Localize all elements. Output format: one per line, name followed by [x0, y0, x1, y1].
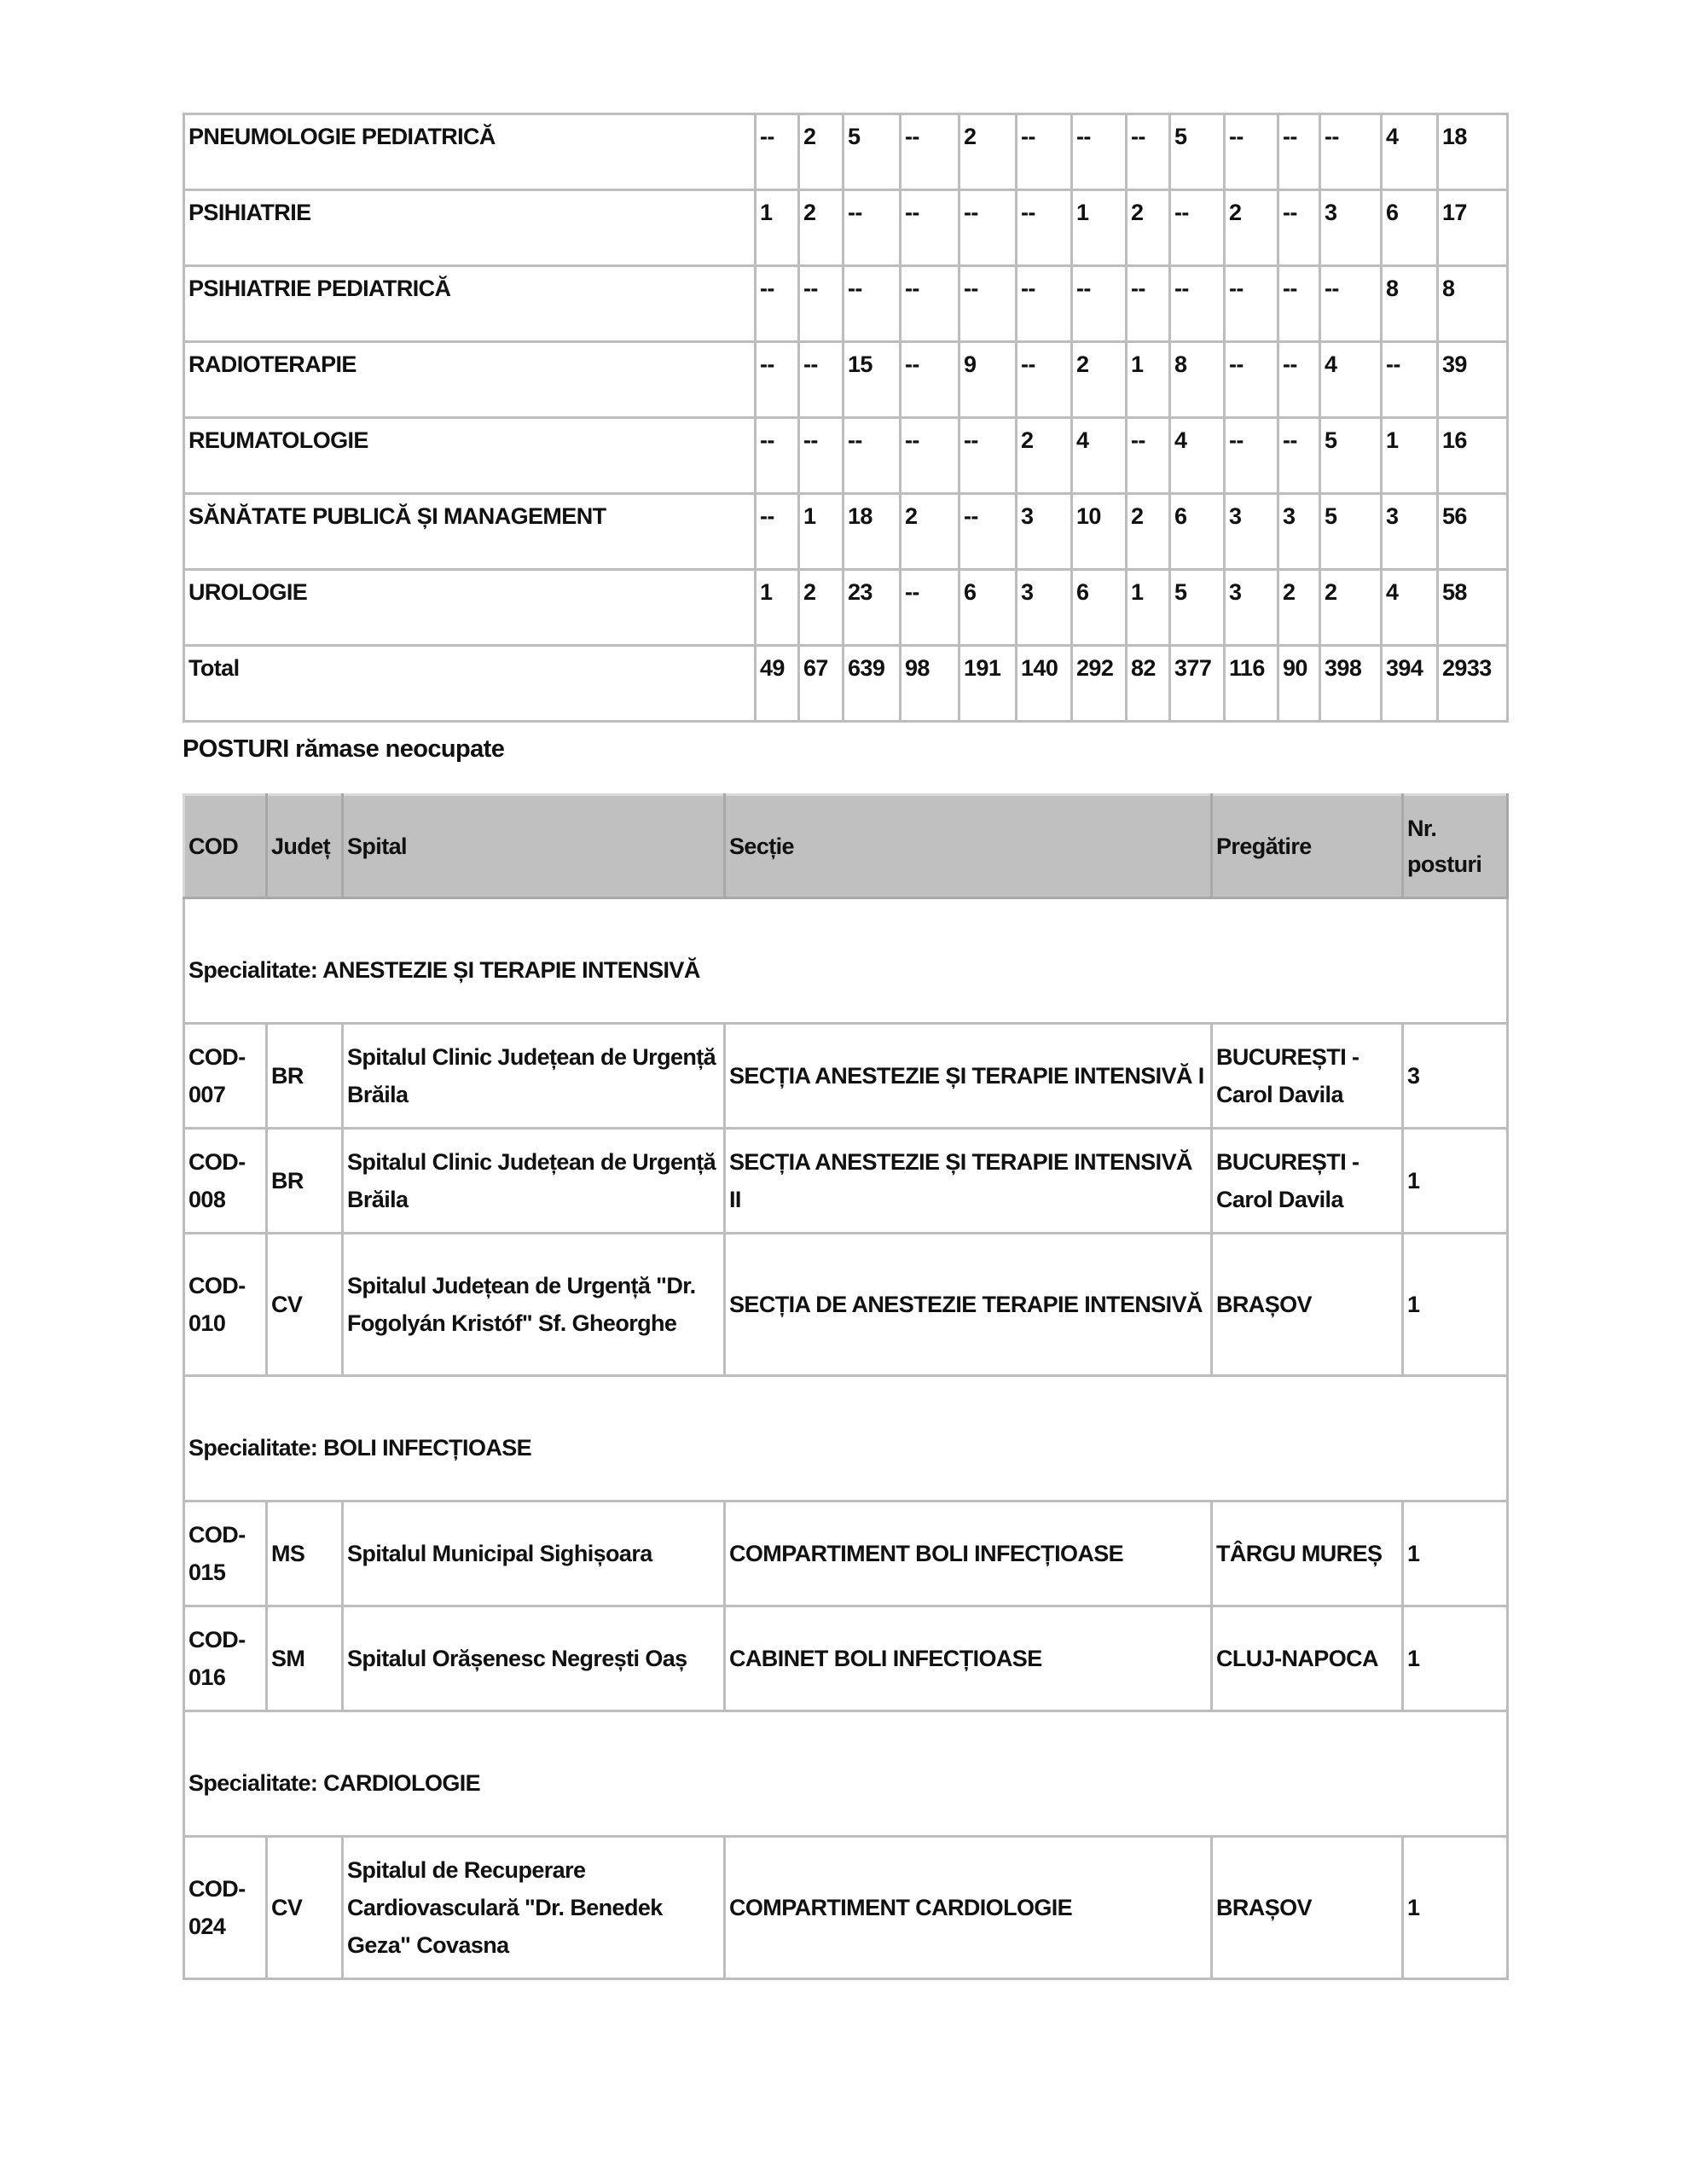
row-label: RADIOTERAPIE [184, 342, 756, 418]
code-cell: COD-007 [184, 1024, 267, 1129]
table-row [184, 1606, 1508, 1711]
value-cell: -- [901, 266, 959, 342]
code-cell: COD-010 [184, 1234, 267, 1376]
value-cell: 2 [1072, 342, 1127, 418]
value-cell: -- [756, 418, 799, 494]
table-row [184, 266, 1508, 342]
value-cell: -- [1127, 266, 1170, 342]
value-cell: -- [959, 494, 1017, 570]
specialty-label: Specialitate: CARDIOLOGIE [184, 1711, 1508, 1837]
value-cell: 2 [901, 494, 959, 570]
value-cell: -- [959, 418, 1017, 494]
posts-cell: 1 [1403, 1606, 1508, 1711]
value-cell: -- [1278, 342, 1320, 418]
posts-cell: 1 [1403, 1234, 1508, 1376]
hospital-cell: Spitalul Județean de Urgență "Dr. Fogolyán Kristóf" Sf. Gheorghe [343, 1234, 725, 1376]
value-cell: -- [901, 418, 959, 494]
vacant-posts-table [183, 793, 1509, 1980]
value-cell: -- [756, 494, 799, 570]
value-cell: 292 [1072, 646, 1127, 722]
table-row [184, 1837, 1508, 1979]
county-cell: BR [267, 1129, 343, 1234]
value-cell: 3 [1225, 570, 1278, 646]
value-cell: 377 [1170, 646, 1225, 722]
column-header: COD [184, 795, 267, 898]
value-cell: 56 [1438, 494, 1508, 570]
value-cell: 3 [1225, 494, 1278, 570]
value-cell: 3 [1320, 190, 1382, 266]
row-label: REUMATOLOGIE [184, 418, 756, 494]
value-cell: 17 [1438, 190, 1508, 266]
table-row [184, 418, 1508, 494]
value-cell: 1 [1127, 570, 1170, 646]
value-cell: 5 [844, 114, 901, 190]
section-cell: SECȚIA DE ANESTEZIE TERAPIE INTENSIVĂ [725, 1234, 1212, 1376]
value-cell: -- [844, 190, 901, 266]
value-cell: 1 [1382, 418, 1438, 494]
value-cell: 39 [1438, 342, 1508, 418]
value-cell: 6 [1382, 190, 1438, 266]
specialty-label: Specialitate: ANESTEZIE ȘI TERAPIE INTENSIVĂ [184, 898, 1508, 1024]
value-cell: 98 [901, 646, 959, 722]
value-cell: -- [1127, 114, 1170, 190]
specialty-label: Specialitate: BOLI INFECȚIOASE [184, 1376, 1508, 1502]
value-cell: 398 [1320, 646, 1382, 722]
county-cell: MS [267, 1502, 343, 1606]
value-cell: 5 [1320, 418, 1382, 494]
column-header: Pregătire [1212, 795, 1403, 898]
value-cell: 4 [1320, 342, 1382, 418]
value-cell: -- [1017, 266, 1072, 342]
value-cell: 1 [1127, 342, 1170, 418]
value-cell: 49 [756, 646, 799, 722]
value-cell: 18 [844, 494, 901, 570]
section-cell: CABINET BOLI INFECȚIOASE [725, 1606, 1212, 1711]
table-row [184, 494, 1508, 570]
value-cell: -- [799, 418, 844, 494]
value-cell: -- [844, 266, 901, 342]
value-cell: 58 [1438, 570, 1508, 646]
value-cell: -- [756, 114, 799, 190]
value-cell: 2933 [1438, 646, 1508, 722]
column-header: Județ [267, 795, 343, 898]
value-cell: 3 [1382, 494, 1438, 570]
value-cell: 116 [1225, 646, 1278, 722]
value-cell: 82 [1127, 646, 1170, 722]
value-cell: -- [1225, 418, 1278, 494]
section-cell: SECȚIA ANESTEZIE ȘI TERAPIE INTENSIVĂ II [725, 1129, 1212, 1234]
value-cell: -- [901, 114, 959, 190]
table-row [184, 190, 1508, 266]
value-cell: 6 [959, 570, 1017, 646]
value-cell: 23 [844, 570, 901, 646]
code-cell: COD-024 [184, 1837, 267, 1979]
row-label: UROLOGIE [184, 570, 756, 646]
specialty-row [184, 1376, 1508, 1502]
value-cell: 8 [1170, 342, 1225, 418]
table-row [184, 1502, 1508, 1606]
training-cell: BRAȘOV [1212, 1837, 1403, 1979]
value-cell: -- [1072, 114, 1127, 190]
value-cell: -- [1278, 418, 1320, 494]
value-cell: 18 [1438, 114, 1508, 190]
posts-cell: 3 [1403, 1024, 1508, 1129]
value-cell: -- [1225, 114, 1278, 190]
value-cell: 67 [799, 646, 844, 722]
hospital-cell: Spitalul Clinic Județean de Urgență Brăila [343, 1129, 725, 1234]
value-cell: -- [1127, 418, 1170, 494]
specialty-row [184, 898, 1508, 1024]
value-cell: -- [1278, 190, 1320, 266]
value-cell: 15 [844, 342, 901, 418]
hospital-cell: Spitalul Clinic Județean de Urgență Brăila [343, 1024, 725, 1129]
training-cell: BUCUREȘTI - Carol Davila [1212, 1129, 1403, 1234]
county-cell: CV [267, 1234, 343, 1376]
value-cell: 1 [756, 190, 799, 266]
value-cell: 1 [756, 570, 799, 646]
column-header: Secție [725, 795, 1212, 898]
header-row [184, 795, 1508, 898]
table-row [184, 570, 1508, 646]
section-cell: COMPARTIMENT BOLI INFECȚIOASE [725, 1502, 1212, 1606]
code-cell: COD-008 [184, 1129, 267, 1234]
county-cell: BR [267, 1024, 343, 1129]
value-cell: 8 [1382, 266, 1438, 342]
value-cell: -- [1072, 266, 1127, 342]
posts-cell: 1 [1403, 1502, 1508, 1606]
value-cell: 5 [1320, 494, 1382, 570]
training-cell: BRAȘOV [1212, 1234, 1403, 1376]
value-cell: 2 [799, 190, 844, 266]
row-label: Total [184, 646, 756, 722]
value-cell: 2 [1127, 494, 1170, 570]
value-cell: -- [1017, 190, 1072, 266]
value-cell: 2 [1225, 190, 1278, 266]
training-cell: BUCUREȘTI - Carol Davila [1212, 1024, 1403, 1129]
value-cell: 1 [1072, 190, 1127, 266]
hospital-cell: Spitalul Municipal Sighișoara [343, 1502, 725, 1606]
table-row [184, 1234, 1508, 1376]
value-cell: -- [799, 266, 844, 342]
table-row [184, 342, 1508, 418]
value-cell: 2 [1017, 418, 1072, 494]
value-cell: -- [901, 570, 959, 646]
column-header: Nr. posturi [1403, 795, 1508, 898]
value-cell: 2 [1320, 570, 1382, 646]
value-cell: 5 [1170, 114, 1225, 190]
value-cell: 6 [1072, 570, 1127, 646]
section-cell: COMPARTIMENT CARDIOLOGIE [725, 1837, 1212, 1979]
value-cell: -- [1017, 342, 1072, 418]
value-cell: 9 [959, 342, 1017, 418]
row-label: SĂNĂTATE PUBLICĂ ȘI MANAGEMENT [184, 494, 756, 570]
value-cell: 90 [1278, 646, 1320, 722]
value-cell: -- [756, 266, 799, 342]
value-cell: -- [1278, 114, 1320, 190]
value-cell: 140 [1017, 646, 1072, 722]
value-cell: 191 [959, 646, 1017, 722]
value-cell: 4 [1072, 418, 1127, 494]
value-cell: 1 [799, 494, 844, 570]
value-cell: -- [1170, 266, 1225, 342]
code-cell: COD-015 [184, 1502, 267, 1606]
posts-cell: 1 [1403, 1129, 1508, 1234]
row-label: PSIHIATRIE PEDIATRICĂ [184, 266, 756, 342]
training-cell: TÂRGU MUREȘ [1212, 1502, 1403, 1606]
value-cell: 394 [1382, 646, 1438, 722]
column-header: Spital [343, 795, 725, 898]
summary-table [183, 113, 1509, 723]
value-cell: 2 [799, 570, 844, 646]
value-cell: 16 [1438, 418, 1508, 494]
value-cell: 8 [1438, 266, 1508, 342]
value-cell: -- [756, 342, 799, 418]
value-cell: -- [844, 418, 901, 494]
value-cell: 3 [1017, 570, 1072, 646]
county-cell: SM [267, 1606, 343, 1711]
row-label: PNEUMOLOGIE PEDIATRICĂ [184, 114, 756, 190]
value-cell: 3 [1278, 494, 1320, 570]
value-cell: -- [901, 342, 959, 418]
hospital-cell: Spitalul Orășenesc Negrești Oaș [343, 1606, 725, 1711]
table-row [184, 114, 1508, 190]
value-cell: 2 [959, 114, 1017, 190]
value-cell: -- [1382, 342, 1438, 418]
value-cell: -- [959, 266, 1017, 342]
value-cell: 2 [1278, 570, 1320, 646]
value-cell: 6 [1170, 494, 1225, 570]
specialty-row [184, 1711, 1508, 1837]
value-cell: -- [1017, 114, 1072, 190]
value-cell: 3 [1017, 494, 1072, 570]
value-cell: -- [1225, 342, 1278, 418]
value-cell: -- [1278, 266, 1320, 342]
value-cell: -- [1320, 114, 1382, 190]
value-cell: 639 [844, 646, 901, 722]
value-cell: -- [1320, 266, 1382, 342]
value-cell: -- [1225, 266, 1278, 342]
table-row [184, 1129, 1508, 1234]
value-cell: 10 [1072, 494, 1127, 570]
value-cell: 4 [1170, 418, 1225, 494]
value-cell: 2 [1127, 190, 1170, 266]
total-row [184, 646, 1508, 722]
hospital-cell: Spitalul de Recuperare Cardiovasculară "Dr. Benedek Geza" Covasna [343, 1837, 725, 1979]
value-cell: 2 [799, 114, 844, 190]
value-cell: -- [799, 342, 844, 418]
county-cell: CV [267, 1837, 343, 1979]
value-cell: 4 [1382, 570, 1438, 646]
row-label: PSIHIATRIE [184, 190, 756, 266]
code-cell: COD-016 [184, 1606, 267, 1711]
value-cell: 5 [1170, 570, 1225, 646]
posts-cell: 1 [1403, 1837, 1508, 1979]
value-cell: -- [1170, 190, 1225, 266]
table-row [184, 1024, 1508, 1129]
section-cell: SECȚIA ANESTEZIE ȘI TERAPIE INTENSIVĂ I [725, 1024, 1212, 1129]
section-caption: POSTURI rămase neocupate [183, 735, 505, 763]
training-cell: CLUJ-NAPOCA [1212, 1606, 1403, 1711]
value-cell: 4 [1382, 114, 1438, 190]
value-cell: -- [959, 190, 1017, 266]
value-cell: -- [901, 190, 959, 266]
